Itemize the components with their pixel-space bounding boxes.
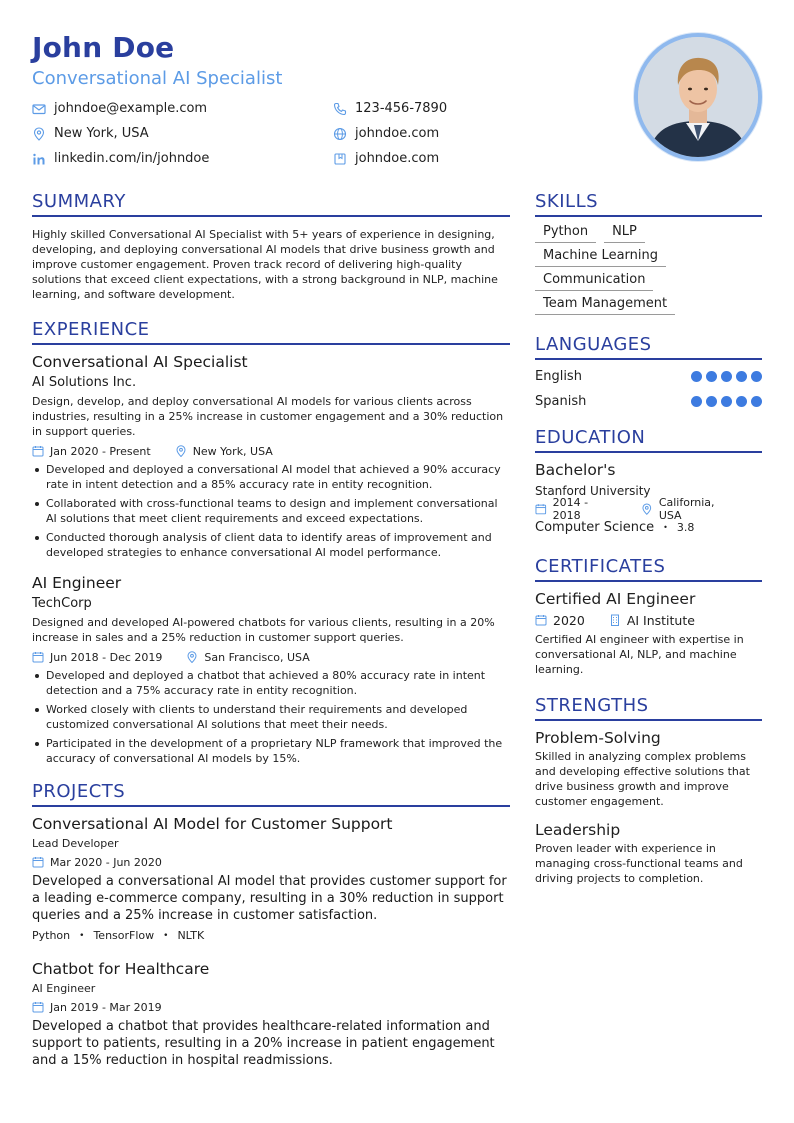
project-tag: Python [32, 929, 71, 942]
skills-list [535, 223, 762, 319]
location-pin-icon [175, 445, 187, 457]
left-column [32, 190, 510, 1069]
job-location [175, 445, 273, 458]
experience-item [32, 572, 510, 766]
certificates-heading: CERTIFICATES [535, 555, 762, 582]
project-dates-text: Jan 2019 - Mar 2019 [50, 1000, 162, 1014]
project-item [32, 813, 510, 944]
education-dates-text: 2014 - 2018 [552, 496, 589, 522]
job-location [186, 651, 309, 664]
contact-phone[interactable] [333, 99, 593, 118]
location-text: New York, USA [54, 126, 149, 141]
job-dates [32, 651, 162, 664]
project-tag: NLTK [177, 929, 205, 942]
strength-description: Skilled in analyzing complex problems and developing effective solutions that drive business growth and improve customer engagement. [535, 750, 750, 808]
tag-separator: • [79, 931, 85, 941]
education-degree: Bachelor's [535, 461, 616, 479]
level-dot [751, 371, 762, 382]
portfolio-icon [333, 152, 347, 166]
calendar-icon [32, 651, 44, 663]
job-dates-text: Jun 2018 - Dec 2019 [50, 650, 163, 664]
job-dates-text: Jan 2020 - Present [50, 444, 151, 458]
candidate-role: Conversational AI Specialist [32, 68, 283, 89]
phone-icon [333, 102, 347, 116]
certificate-description: Certified AI engineer with expertise in conversational AI, NLP, and machine learning. [535, 633, 744, 676]
company-name: TechCorp [32, 596, 92, 611]
level-dot [721, 371, 732, 382]
strength-item [535, 819, 762, 886]
level-dot [691, 396, 702, 407]
strength-name: Leadership [535, 821, 621, 839]
education-location-text: California, USA [658, 496, 715, 522]
list-item: Collaborated with cross-functional teams to design and implement conversational AI solutions that meet client requirements and exceed expectations. [32, 496, 510, 526]
calendar-icon [535, 503, 547, 515]
project-description: Developed a conversational AI model that provides customer support for a leading e-commerce company, resulting in a 30% reduction in support queries and a 25% increase in customer satisfaction. [32, 874, 507, 923]
strength-description: Proven leader with experience in managing cross-functional teams and driving projects to completion. [535, 842, 743, 885]
phone-text: 123-456-7890 [355, 101, 448, 116]
job-description: Design, develop, and deploy conversational AI models for various clients across industries, resulting in a 25% increase in customer engagement and a 30% reduction in support queries. [32, 395, 504, 438]
job-meta [32, 649, 510, 665]
job-bullets [32, 462, 510, 560]
strength-name: Problem-Solving [535, 729, 661, 747]
field-separator: • [663, 523, 668, 532]
certificate-meta [535, 611, 762, 629]
envelope-icon [32, 102, 46, 116]
list-item: Worked closely with clients to understand their requirements and developed customized conversational AI solutions that meet their needs. [32, 702, 510, 732]
language-row [535, 364, 762, 389]
resume-header [32, 30, 592, 168]
calendar-icon [32, 445, 44, 457]
location-pin-icon [641, 503, 653, 515]
language-name: English [535, 369, 582, 384]
experience-item [32, 351, 510, 560]
level-dot [706, 396, 717, 407]
avatar [638, 37, 758, 157]
skill-tag: Team Management [535, 295, 675, 315]
certificate-name: Certified AI Engineer [535, 590, 696, 608]
language-level-dots [687, 371, 762, 382]
level-dot [691, 371, 702, 382]
level-dot [706, 371, 717, 382]
certificate-item [535, 588, 762, 677]
contact-location [32, 124, 333, 143]
skill-tag: Machine Learning [535, 247, 666, 267]
profile-photo [634, 33, 762, 161]
contact-email[interactable] [32, 99, 333, 118]
strengths-heading: STRENGTHS [535, 694, 762, 721]
language-name: Spanish [535, 394, 587, 409]
job-description: Designed and developed AI-powered chatbots for various clients, resulting in a 20% increase in sales and a 25% reduction in customer support queries. [32, 616, 495, 644]
linkedin-icon [32, 152, 46, 166]
education-meta [535, 496, 762, 522]
globe-icon [333, 127, 347, 141]
summary-heading: SUMMARY [32, 190, 510, 217]
project-dates [32, 1001, 162, 1014]
certificate-year [535, 613, 585, 628]
certificate-issuer [609, 613, 695, 628]
project-title: Conversational AI Model for Customer Support [32, 815, 393, 833]
contact-website[interactable] [333, 124, 593, 143]
list-item: Developed and deployed a conversational AI model that achieved a 90% accuracy rate in intent detection and a 85% accuracy rate in entity recognition. [32, 462, 510, 492]
contact-linkedin[interactable] [32, 149, 333, 168]
skill-tag: Communication [535, 271, 653, 291]
languages-list [535, 364, 762, 414]
portfolio-text: johndoe.com [355, 151, 440, 166]
tag-separator: • [163, 931, 169, 941]
location-pin-icon [186, 651, 198, 663]
company-name: AI Solutions Inc. [32, 375, 137, 390]
building-icon [609, 614, 621, 626]
summary-text: Highly skilled Conversational AI Specialist with 5+ years of experience in designing, developing, and deploying conversational AI models that drive business growth and improve customer engagement. Proven track record of delivering high-quality solutions that exceed client expectations, with a strong background in NLP, machine learning, and software development. [32, 228, 498, 301]
job-title: AI Engineer [32, 574, 122, 592]
project-meta [32, 854, 510, 870]
level-dot [736, 396, 747, 407]
list-item: Developed and deployed a chatbot that achieved a 80% accuracy rate in intent detection and a 75% accuracy rate in entity recognition. [32, 668, 510, 698]
level-dot [721, 396, 732, 407]
list-item: Participated in the development of a proprietary NLP framework that improved the accuracy of conversational AI models by 15%. [32, 736, 510, 766]
project-role: Lead Developer [32, 837, 119, 850]
skill-tag: NLP [604, 223, 645, 243]
email-text: johndoe@example.com [54, 101, 208, 116]
education-school: Stanford University [535, 484, 651, 498]
project-tag: TensorFlow [93, 929, 155, 942]
linkedin-text: linkedin.com/in/johndoe [54, 151, 210, 166]
level-dot [736, 371, 747, 382]
language-row [535, 389, 762, 414]
job-title: Conversational AI Specialist [32, 353, 248, 371]
project-dates [32, 856, 162, 869]
education-gpa: 3.8 [676, 521, 695, 534]
projects-heading: PROJECTS [32, 780, 510, 807]
calendar-icon [32, 1001, 44, 1013]
certificate-issuer-text: AI Institute [626, 612, 695, 628]
certificate-year-text: 2020 [553, 612, 585, 628]
project-description: Developed a chatbot that provides healthcare-related information and support to patients, resulting in a 20% increase in patient engagement and a 15% reduction in hospital readmissions. [32, 1019, 495, 1068]
right-column [535, 190, 762, 886]
location-pin-icon [32, 127, 46, 141]
list-item: Conducted thorough analysis of client data to identify areas of improvement and developed strategies to enhance conversational AI model performance. [32, 530, 510, 560]
job-bullets [32, 668, 510, 766]
project-item [32, 958, 510, 1069]
candidate-name: John Doe [32, 31, 175, 64]
skills-heading: SKILLS [535, 190, 762, 217]
calendar-icon [535, 614, 547, 626]
language-level-dots [687, 396, 762, 407]
education-heading: EDUCATION [535, 426, 762, 453]
job-dates [32, 445, 151, 458]
project-dates-text: Mar 2020 - Jun 2020 [50, 855, 162, 869]
experience-heading: EXPERIENCE [32, 318, 510, 345]
skill-tag: Python [535, 223, 596, 243]
calendar-icon [32, 856, 44, 868]
project-role: AI Engineer [32, 982, 96, 995]
project-meta [32, 999, 510, 1015]
job-location-text: New York, USA [192, 444, 273, 458]
job-location-text: San Francisco, USA [204, 650, 310, 664]
project-tags [32, 928, 510, 944]
job-meta [32, 443, 510, 459]
level-dot [751, 396, 762, 407]
website-text: johndoe.com [355, 126, 440, 141]
education-field: Computer Science [535, 520, 655, 535]
strength-item [535, 727, 762, 809]
contact-grid [32, 99, 592, 168]
project-title: Chatbot for Healthcare [32, 960, 210, 978]
education-item [535, 459, 762, 537]
contact-portfolio[interactable] [333, 149, 593, 168]
languages-heading: LANGUAGES [535, 333, 762, 360]
